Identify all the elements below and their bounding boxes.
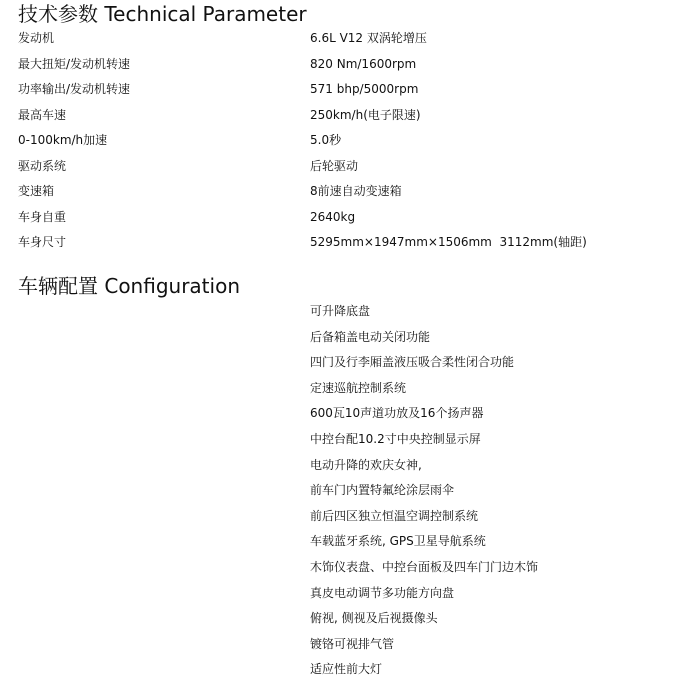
spec-value: 8前速自动变速箱 xyxy=(310,184,402,198)
list-item: 俯视, 侧视及后视摄像头 xyxy=(310,611,438,626)
spec-value: 571 bhp/5000rpm xyxy=(310,82,419,96)
list-item: 中控台配10.2寸中央控制显示屏 xyxy=(310,431,481,446)
list-item: 定速巡航控制系统 xyxy=(310,380,407,395)
list-item: 后备箱盖电动关闭功能 xyxy=(310,329,431,344)
spec-value: 2640kg xyxy=(310,209,356,224)
configuration-title: 车辆配置 Configuration xyxy=(18,274,240,298)
spec-row xyxy=(0,128,700,154)
spec-label: 发动机 xyxy=(18,31,55,45)
spec-label: 0-100km/h加速 xyxy=(18,133,108,147)
list-item: 前车门内置特氟纶涂层雨伞 xyxy=(310,483,455,498)
spec-row xyxy=(0,179,700,205)
spec-value: 5.0秒 xyxy=(310,133,342,147)
spec-row xyxy=(0,52,700,78)
list-item: 可升降底盘 xyxy=(310,304,371,318)
list-item: 木饰仪表盘、中控台面板及四车门门边木饰 xyxy=(310,559,539,574)
list-item: 适应性前大灯 xyxy=(310,662,383,677)
spec-row xyxy=(0,77,700,103)
spec-label: 驱动系统 xyxy=(18,158,67,173)
spec-row xyxy=(0,26,700,52)
spec-label: 最大扭矩/发动机转速 xyxy=(18,56,131,71)
list-item: 前后四区独立恒温空调控制系统 xyxy=(310,508,479,523)
spec-value: 6.6L V12 双涡轮增压 xyxy=(310,31,427,45)
list-item: 四门及行李厢盖液压吸合柔性闭合功能 xyxy=(310,355,515,370)
spec-value: 5295mm×1947mm×1506mm 3112mm(轴距) xyxy=(310,235,587,249)
spec-label: 最高车速 xyxy=(18,107,67,122)
spec-row xyxy=(0,205,700,231)
spec-value: 250km/h(电子限速) xyxy=(310,107,421,122)
list-item: 车载蓝牙系统, GPS卫星导航系统 xyxy=(310,534,486,549)
spec-label: 车身尺寸 xyxy=(18,235,67,249)
spec-row xyxy=(0,154,700,180)
configuration-list xyxy=(310,299,538,683)
list-item: 600瓦10声道功放及16个扬声器 xyxy=(310,406,484,421)
list-item: 电动升降的欢庆女神, xyxy=(310,457,422,472)
list-item: 镀铬可视排气管 xyxy=(310,636,395,651)
spec-label: 功率输出/发动机转速 xyxy=(18,82,131,96)
spec-row xyxy=(0,103,700,129)
spec-value: 820 Nm/1600rpm xyxy=(310,56,417,71)
spec-row xyxy=(0,230,700,256)
list-item: 真皮电动调节多功能方向盘 xyxy=(310,585,455,600)
technical-parameter-title: 技术参数 Technical Parameter xyxy=(18,2,307,26)
spec-value: 后轮驱动 xyxy=(310,158,359,173)
spec-label: 车身自重 xyxy=(18,209,67,224)
spec-label: 变速箱 xyxy=(18,184,55,198)
